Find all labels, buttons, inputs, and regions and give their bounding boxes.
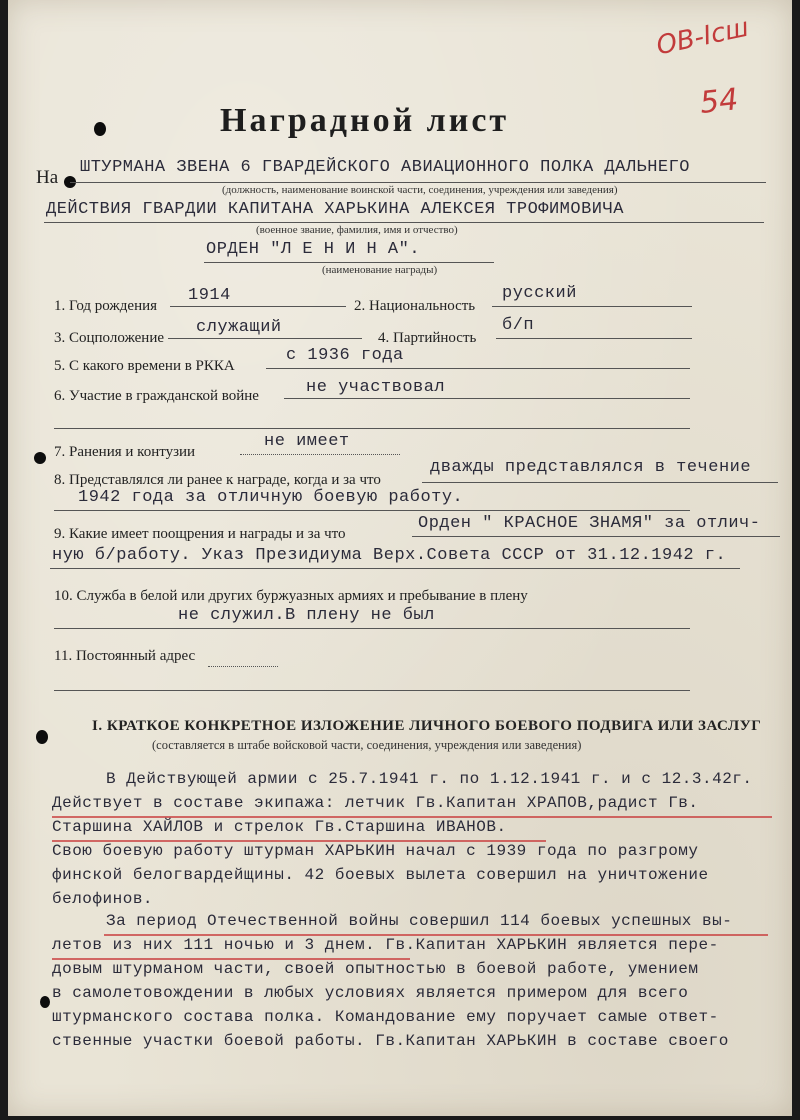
field-value-birth-year: 1914	[188, 286, 231, 305]
field-value-honors-2: ную б/работу. Указ Президиума Верх.Совета СССР от 31.12.1942 г.	[52, 546, 727, 565]
field-value-white-army: не служил.В плену не был	[178, 606, 435, 625]
field-value-party: б/п	[502, 316, 535, 335]
caption-award: (наименование награды)	[322, 264, 438, 276]
field-label-civil-war: 6. Участие в гражданской войне	[54, 388, 259, 404]
narrative-line: белофинов.	[52, 890, 154, 908]
field-label-party: 4. Партийность	[378, 330, 477, 346]
field-value-previous-awards-2: 1942 года за отличную боевую работу.	[78, 488, 464, 507]
field-label-white-army: 10. Служба в белой или других буржуазных армиях и пребывание в плену	[54, 588, 528, 604]
award-sheet	[8, 0, 792, 1116]
section-heading: I. КРАТКОЕ КОНКРЕТНОЕ ИЗЛОЖЕНИЕ ЛИЧНОГО БОЕВОГО ПОДВИГА ИЛИ ЗАСЛУГ	[92, 718, 762, 734]
to-prefix: На	[36, 167, 59, 188]
field-label-wounds: 7. Ранения и контузии	[54, 444, 196, 460]
caption-position: (должность, наименование воинской части, соединения, учреждения или заведения)	[222, 184, 618, 196]
narrative-line: финской белогвардейщины. 42 боевых вылета совершил на уничтожение	[52, 866, 709, 884]
narrative-line: Свою боевую работу штурман ХАРЬКИН начал с 1939 года по разгрому	[52, 842, 699, 860]
caption-name: (военное звание, фамилия, имя и отчество)	[256, 224, 458, 236]
field-value-civil-war: не участвовал	[306, 378, 446, 397]
narrative-line: ственные участки боевой работы. Гв.Капитан ХАРЬКИН в составе своего	[52, 1032, 729, 1050]
field-label-address: 11. Постоянный адрес	[54, 648, 196, 664]
narrative-line: За период Отечественной войны совершил 114 боевых успешных вы-	[106, 912, 733, 930]
narrative-line: В Действующей армии с 25.7.1941 г. по 1.12.1941 г. и с 12.3.42г.	[106, 770, 753, 788]
narrative-line: Действует в составе экипажа: летчик Гв.Капитан ХРАПОВ,радист Гв.	[52, 794, 699, 812]
field-label-honors: 9. Какие имеет поощрения и награды и за что	[54, 526, 346, 542]
field-label-rkka-since: 5. С какого времени в РККА	[54, 358, 235, 374]
narrative-line: Старшина ХАЙЛОВ и стрелок Гв.Старшина ИВАНОВ.	[52, 818, 507, 836]
field-label-previous-awards: 8. Представлялся ли ранее к награде, когда и за что	[54, 472, 381, 488]
page-number-mark: 54	[698, 82, 740, 121]
ink-blot	[94, 122, 106, 136]
field-value-rkka-since: с 1936 года	[286, 346, 404, 365]
field-label-nationality: 2. Национальность	[354, 298, 476, 314]
field-value-honors-1: Орден " КРАСНОЕ ЗНАМЯ" за отлич-	[418, 514, 761, 533]
archive-mark: ОВ-Iсш	[653, 12, 752, 62]
field-label-social-status: 3. Соцположение	[54, 330, 165, 346]
position-line-1: ШТУРМАНА ЗВЕНА 6 ГВАРДЕЙСКОГО АВИАЦИОННОГО ПОЛКА ДАЛЬНЕГО	[80, 158, 690, 177]
field-label-birth-year: 1. Год рождения	[54, 298, 158, 314]
ink-blot	[34, 452, 46, 464]
narrative-line: в самолетовождении в любых условиях является примером для всего	[52, 984, 689, 1002]
position-line-2: ДЕЙСТВИЯ ГВАРДИИ КАПИТАНА ХАРЬКИНА АЛЕКСЕЯ ТРОФИМОВИЧА	[46, 200, 624, 219]
narrative-line: штурманского состава полка. Командование ему поручает самые ответ-	[52, 1008, 719, 1026]
ink-blot	[40, 996, 50, 1008]
field-value-previous-awards-1: дважды представлялся в течение	[430, 458, 752, 477]
narrative-line: довым штурманом части, своей опытностью в боевой работе, умением	[52, 960, 699, 978]
section-subheading: (составляется в штабе войсковой части, соединения, учреждения или заведения)	[152, 738, 582, 752]
narrative-line: летов из них 111 ночью и 3 днем. Гв.Капитан ХАРЬКИН является пере-	[52, 936, 719, 954]
field-value-wounds: не имеет	[264, 432, 350, 451]
award-name: ОРДЕН "Л Е Н И Н А".	[206, 240, 421, 259]
field-value-nationality: русский	[502, 284, 577, 303]
field-value-social-status: служащий	[196, 318, 282, 337]
page-title: Наградной лист	[220, 102, 510, 139]
ink-blot	[36, 730, 48, 744]
